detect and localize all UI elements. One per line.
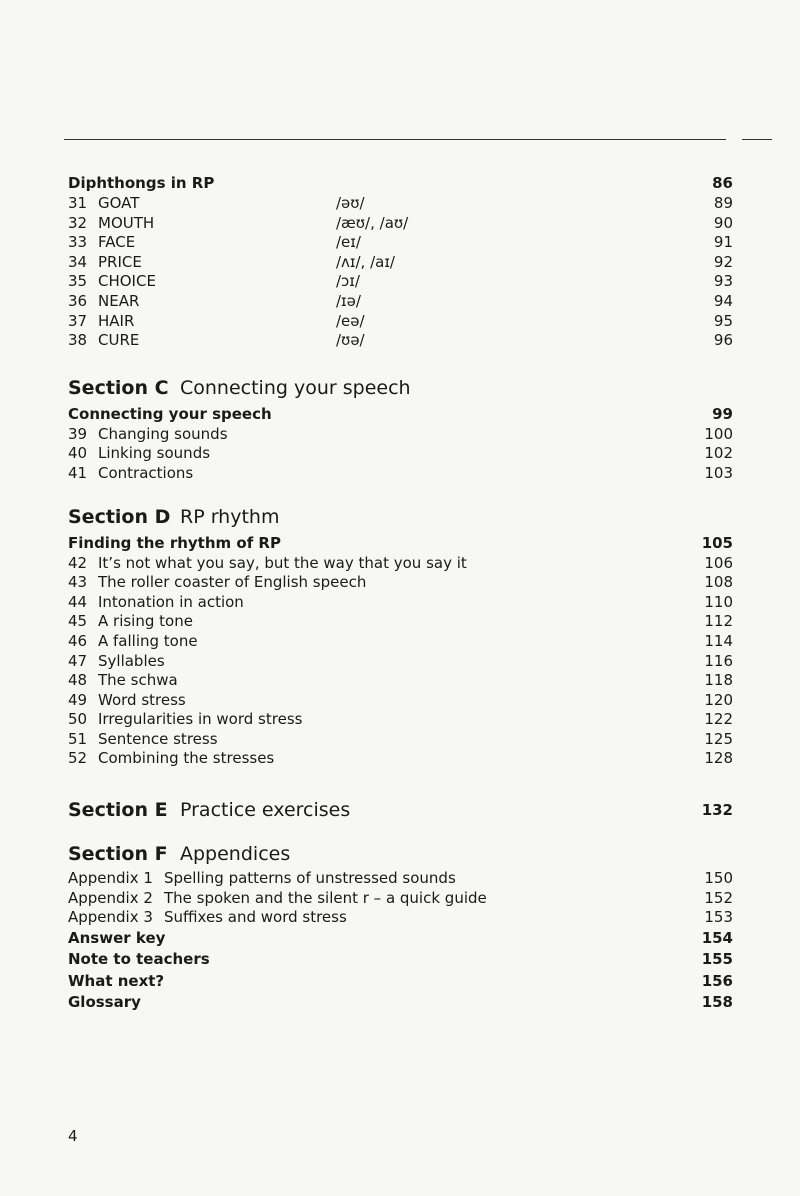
entry-number: 50 — [68, 710, 88, 729]
entry-title: Irregularities in word stress — [98, 710, 303, 729]
toc-entry — [68, 632, 733, 652]
entry-title: FACE — [98, 233, 136, 252]
entry-number: 52 — [68, 749, 88, 768]
entry-page: 108 — [704, 573, 733, 592]
entry-page: 155 — [701, 950, 733, 969]
entry-page: 96 — [713, 331, 733, 350]
section-page: 132 — [701, 801, 733, 820]
entry-number: 35 — [68, 272, 88, 291]
page-number: 4 — [68, 1127, 78, 1145]
entry-title: CURE — [98, 331, 140, 350]
entry-title: PRICE — [98, 252, 142, 271]
extra-entry — [68, 992, 733, 1014]
heading-page: 86 — [712, 174, 733, 192]
entry-title: The schwa — [98, 671, 178, 690]
entry-page: 110 — [704, 592, 733, 611]
toc-entry — [68, 652, 733, 672]
section-f-heading — [68, 839, 733, 869]
toc-entry — [68, 612, 733, 632]
entry-title: Linking sounds — [98, 444, 211, 463]
entry-ipa: /eɪ/ — [336, 233, 361, 252]
entry-title: Suffixes and word stress — [164, 908, 347, 927]
extra-entry — [68, 971, 733, 993]
entry-title: Contractions — [98, 463, 194, 482]
entry-page: 95 — [713, 311, 733, 330]
extras-list — [68, 928, 733, 1014]
toc-entry — [68, 730, 733, 750]
entry-number: 45 — [68, 612, 88, 631]
entry-number: 32 — [68, 213, 88, 232]
subheading-label: Connecting your speech — [68, 404, 272, 423]
entry-page: 153 — [704, 908, 733, 927]
subheading-page: 105 — [701, 533, 733, 552]
table-of-contents — [68, 172, 733, 1014]
section-d-list — [68, 554, 733, 770]
entry-title: Combining the stresses — [98, 749, 275, 768]
entry-title: What next? — [68, 971, 165, 990]
entry-title: Glossary — [68, 993, 141, 1012]
toc-entry — [68, 312, 733, 332]
entry-title: MOUTH — [98, 213, 155, 232]
appendix-entry — [68, 869, 733, 889]
appendix-entry — [68, 908, 733, 928]
entry-number: 44 — [68, 592, 88, 611]
entry-page: 90 — [713, 213, 733, 232]
entry-page: 92 — [713, 252, 733, 271]
toc-entry — [68, 233, 733, 253]
entry-number: 34 — [68, 252, 88, 271]
entry-number: 36 — [68, 291, 88, 310]
entry-page: 150 — [704, 869, 733, 888]
heading-label: Diphthongs in RP — [68, 174, 215, 192]
section-d-heading — [68, 502, 733, 532]
entry-number: 39 — [68, 424, 88, 443]
entry-title: Sentence stress — [98, 729, 218, 748]
entry-number: 48 — [68, 671, 88, 690]
appendix-entry — [68, 889, 733, 909]
header-rule-tail — [742, 139, 772, 140]
toc-subheading-c — [68, 403, 733, 425]
entry-page: 125 — [704, 729, 733, 748]
toc-entry — [68, 593, 733, 613]
entry-title: CHOICE — [98, 272, 156, 291]
entry-page: 122 — [704, 710, 733, 729]
entry-page: 154 — [701, 928, 733, 947]
section-c-list — [68, 425, 733, 484]
entry-page: 118 — [704, 671, 733, 690]
entry-number: 37 — [68, 311, 88, 330]
entry-title: A rising tone — [98, 612, 193, 631]
section-label: Section E — [68, 799, 168, 822]
entry-page: 103 — [704, 463, 733, 482]
entry-ipa: /ɔɪ/ — [336, 272, 360, 291]
entry-page: 152 — [704, 888, 733, 907]
entry-ipa: /æʊ/, /aʊ/ — [336, 213, 409, 232]
toc-entry — [68, 554, 733, 574]
section-e-heading — [68, 795, 733, 825]
section-c-heading — [68, 373, 733, 403]
toc-entry — [68, 292, 733, 312]
entry-ipa: /eə/ — [336, 311, 365, 330]
entry-title: Syllables — [98, 651, 165, 670]
entry-page: 156 — [701, 971, 733, 990]
section-title: Appendices — [180, 843, 291, 866]
section-title: Connecting your speech — [180, 376, 411, 399]
entry-number: 31 — [68, 194, 88, 212]
entry-title: Word stress — [98, 690, 186, 709]
appendix-number: Appendix 2 — [68, 888, 153, 907]
entry-title: A falling tone — [98, 631, 198, 650]
toc-entry — [68, 425, 733, 445]
entry-number: 33 — [68, 233, 88, 252]
entry-page: 100 — [704, 424, 733, 443]
entry-number: 47 — [68, 651, 88, 670]
entry-title: Answer key — [68, 928, 166, 947]
toc-entry — [68, 331, 733, 351]
entry-page: 106 — [704, 553, 733, 572]
entry-title: GOAT — [98, 194, 140, 212]
appendix-list — [68, 869, 733, 928]
entry-title: It’s not what you say, but the way that you say it — [98, 553, 467, 572]
entry-title: The roller coaster of English speech — [98, 573, 367, 592]
entry-number: 46 — [68, 631, 88, 650]
section-label: Section D — [68, 505, 171, 528]
toc-subheading-d — [68, 532, 733, 554]
entry-ipa: /ɪə/ — [336, 291, 361, 310]
entry-title: Changing sounds — [98, 424, 228, 443]
entry-number: 49 — [68, 690, 88, 709]
toc-entry — [68, 272, 733, 292]
extra-entry — [68, 949, 733, 971]
entry-page: 93 — [713, 272, 733, 291]
entry-title: The spoken and the silent r – a quick guide — [164, 888, 487, 907]
entry-number: 51 — [68, 729, 88, 748]
toc-entry — [68, 444, 733, 464]
toc-entry — [68, 214, 733, 234]
entry-page: 102 — [704, 444, 733, 463]
entry-title: Intonation in action — [98, 592, 244, 611]
toc-entry — [68, 671, 733, 691]
entry-title: Spelling patterns of unstressed sounds — [164, 869, 456, 888]
entry-page: 89 — [713, 194, 733, 212]
toc-entry — [68, 194, 733, 214]
toc-entry — [68, 691, 733, 711]
section-label: Section C — [68, 376, 169, 399]
section-label: Section F — [68, 843, 168, 866]
section-title: Practice exercises — [180, 799, 351, 822]
appendix-number: Appendix 1 — [68, 869, 153, 888]
diphthong-list — [68, 194, 733, 351]
entry-ipa: /ʌɪ/, /aɪ/ — [336, 252, 395, 271]
entry-number: 42 — [68, 553, 88, 572]
toc-entry — [68, 749, 733, 769]
entry-page: 158 — [701, 993, 733, 1012]
entry-page: 94 — [713, 291, 733, 310]
entry-ipa: /ʊə/ — [336, 331, 365, 350]
entry-title: NEAR — [98, 291, 140, 310]
entry-page: 128 — [704, 749, 733, 768]
appendix-number: Appendix 3 — [68, 908, 153, 927]
entry-page: 112 — [704, 612, 733, 631]
subheading-page: 99 — [712, 404, 733, 423]
toc-entry — [68, 253, 733, 273]
section-title: RP rhythm — [180, 505, 280, 528]
entry-number: 43 — [68, 573, 88, 592]
toc-entry — [68, 710, 733, 730]
entry-number: 41 — [68, 463, 88, 482]
entry-ipa: /əʊ/ — [336, 194, 365, 212]
subheading-label: Finding the rhythm of RP — [68, 533, 281, 552]
extra-entry — [68, 928, 733, 950]
entry-page: 114 — [704, 631, 733, 650]
header-rule — [64, 139, 726, 140]
entry-page: 91 — [713, 233, 733, 252]
entry-title: HAIR — [98, 311, 135, 330]
entry-page: 116 — [704, 651, 733, 670]
toc-entry — [68, 573, 733, 593]
toc-heading-diphthongs — [68, 172, 733, 194]
toc-entry — [68, 464, 733, 484]
entry-title: Note to teachers — [68, 950, 210, 969]
entry-page: 120 — [704, 690, 733, 709]
entry-number: 40 — [68, 444, 88, 463]
entry-number: 38 — [68, 331, 88, 350]
